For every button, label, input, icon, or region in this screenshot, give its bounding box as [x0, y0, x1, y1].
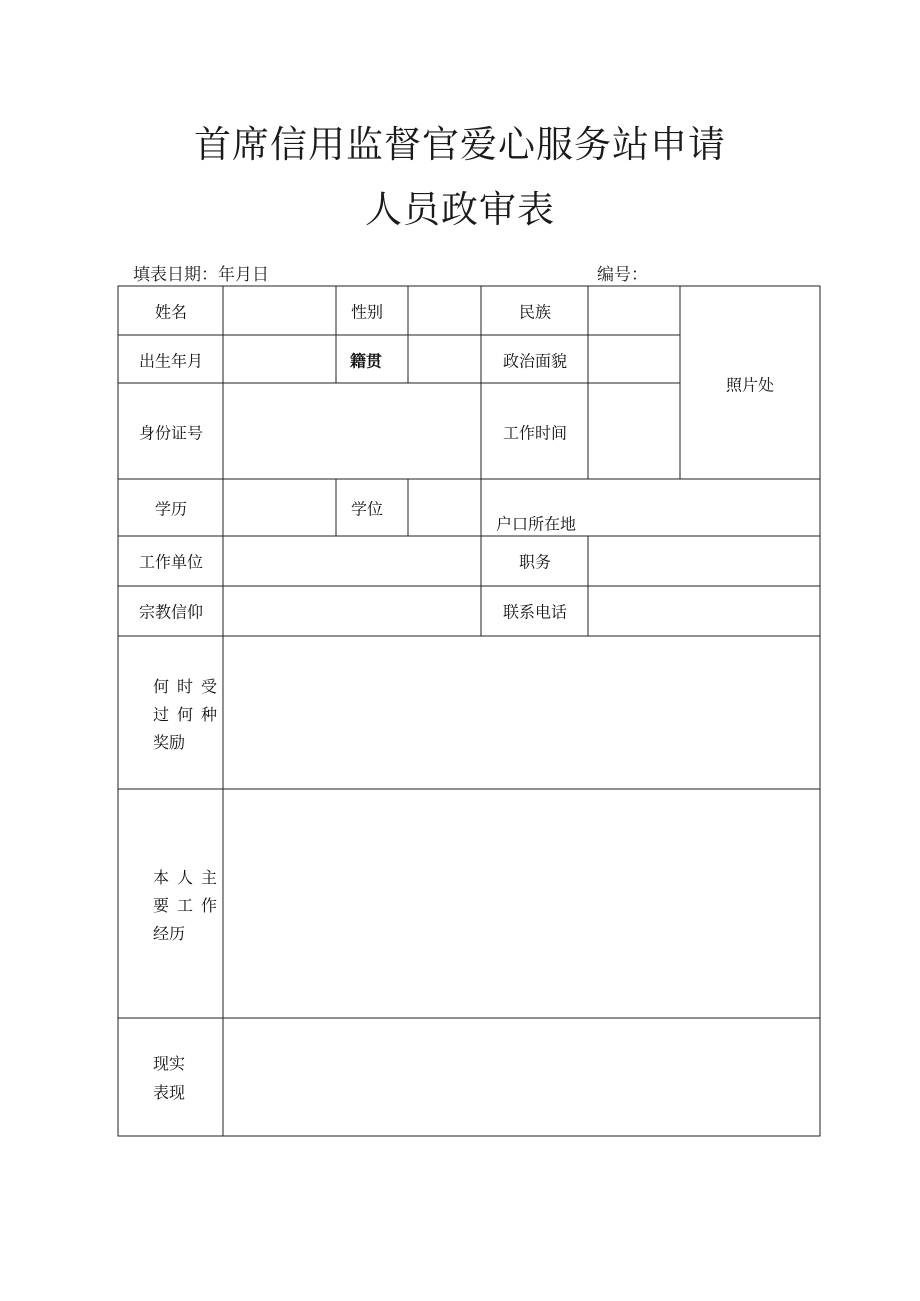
label-religion: 宗教信仰	[138, 602, 204, 622]
page-title: 首席信用监督官爱心服务站申请	[194, 123, 726, 166]
label-education: 学历	[154, 499, 188, 519]
photo-placeholder: 照片处	[725, 375, 775, 395]
label-performance-line1: 现实	[153, 1054, 186, 1073]
label-awards	[153, 673, 225, 757]
label-work-experience	[153, 864, 225, 948]
label-position: 职务	[518, 552, 552, 572]
fill-date-label: 填表日期：年月日	[133, 265, 269, 285]
label-awards-line2: 过何种	[153, 705, 226, 724]
label-degree: 学位	[350, 499, 384, 519]
label-id-number: 身份证号	[138, 423, 204, 443]
label-ethnicity: 民族	[518, 302, 552, 322]
label-birth: 出生年月	[138, 351, 204, 371]
page-subtitle: 人员政审表	[365, 188, 555, 231]
label-native-place: 籍贯	[349, 351, 383, 371]
label-hukou: 户口所在地	[495, 514, 577, 534]
label-name: 姓名	[154, 302, 188, 322]
label-employer: 工作单位	[138, 552, 204, 572]
label-experience-line2: 要工作	[153, 896, 226, 915]
form-number-label: 编号：	[597, 265, 648, 285]
label-performance-line2: 表现	[153, 1083, 186, 1102]
label-experience-line1: 本人主	[153, 868, 226, 887]
label-political-status: 政治面貌	[502, 351, 568, 371]
label-awards-line3: 奖励	[153, 733, 186, 752]
label-work-time: 工作时间	[502, 423, 568, 443]
label-performance	[153, 1049, 185, 1107]
label-gender: 性别	[350, 302, 384, 322]
label-phone: 联系电话	[502, 602, 568, 622]
label-awards-line1: 何时受	[153, 677, 226, 696]
label-experience-line3: 经历	[153, 924, 186, 943]
